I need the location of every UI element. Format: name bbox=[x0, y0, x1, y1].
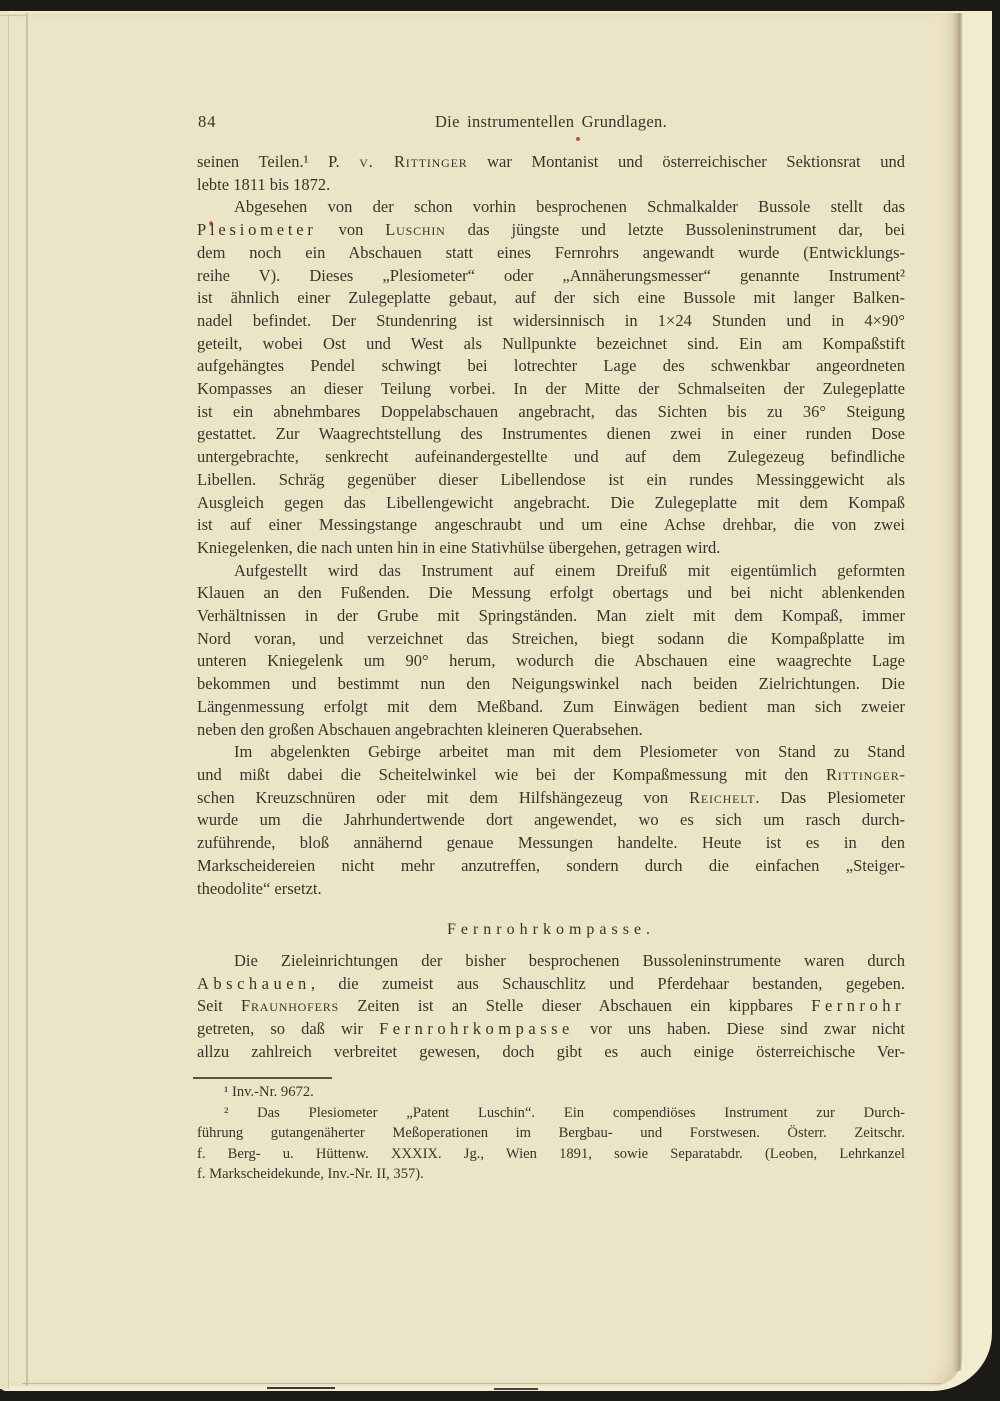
text-line bbox=[197, 378, 905, 401]
body-text-after-heading bbox=[197, 950, 905, 1064]
text-line bbox=[197, 1041, 905, 1064]
text-segment: nadel befindet. Der Stundenring ist widersinnisch in 1×24 Stunden und in 4×90° bbox=[197, 310, 905, 330]
text-segment: getreten, so daß wir bbox=[197, 1019, 380, 1039]
text-segment: lebte 1811 bis 1872. bbox=[197, 174, 331, 194]
text-segment: vor uns haben. Diese sind zwar nicht bbox=[573, 1019, 906, 1039]
text-line bbox=[197, 469, 905, 492]
text-line bbox=[197, 855, 905, 878]
page-gap-shadow bbox=[494, 1388, 538, 1390]
text-line bbox=[197, 537, 905, 560]
text-line bbox=[197, 582, 905, 605]
text-line bbox=[197, 1164, 905, 1185]
text-segment: war Montanist und österreichischer Sektionsrat und bbox=[467, 152, 905, 171]
paragraph bbox=[197, 1082, 905, 1103]
text-segment: Kompasses an dieser Teilung vorbei. In der Mitte der Schmalseiten der Zulegeplatte bbox=[197, 379, 905, 399]
section-heading: Fernrohrkompasse. bbox=[446, 921, 656, 938]
text-segment: reihe V). Dieses „Plesiometer“ oder „Annäherungsmesser“ genannte Instrument² bbox=[197, 265, 905, 285]
text-line bbox=[197, 1123, 905, 1144]
text-line bbox=[197, 560, 905, 583]
text-segment: Zeiten ist an Stelle dieser Abschauen ein kippbares bbox=[339, 996, 812, 1016]
page-fold-crease bbox=[952, 13, 966, 1371]
text-segment: allzu zahlreich verbreitet gewesen, doch gibt es auch einige österreichische Ver- bbox=[197, 1041, 905, 1061]
text-segment: Klauen an den Fußenden. Die Messung erfolgt obertags und bei nicht ablenkenden bbox=[197, 583, 905, 603]
text-segment: dem noch ein Abschauen statt eines Fernrohrs angewandt wurde (Entwicklungs- bbox=[197, 242, 905, 262]
text-segment: ist auf einer Messingstange angeschraubt und um eine Achse drehbar, die von zwei bbox=[197, 515, 905, 535]
text-segment: neben den großen Abschauen angebrachten kleineren Querabsehen. bbox=[197, 719, 643, 739]
footnote-rule bbox=[193, 1077, 332, 1079]
text-line bbox=[197, 973, 905, 996]
text-line bbox=[197, 1082, 905, 1103]
page-edge-line bbox=[0, 15, 27, 16]
text-segment: geteilt, wobei Ost und West als Nullpunkte bezeichnet sind. Ein am Kompaßstift bbox=[197, 333, 905, 353]
paragraph bbox=[197, 151, 905, 196]
paragraph bbox=[197, 196, 905, 559]
text-line bbox=[197, 151, 905, 174]
page-edge-strip bbox=[0, 11, 8, 1389]
text-line bbox=[197, 809, 905, 832]
text-segment: ist ähnlich einer Zulegeplatte gebaut, auf der sich eine Bussole mit langer Balken- bbox=[197, 288, 905, 308]
page-edge-line bbox=[8, 14, 9, 1389]
text-segment: aufgehängtes Pendel schwingt bei lotrechter Lage des schwenkbar angeordneten bbox=[197, 356, 905, 376]
text-line bbox=[197, 265, 905, 288]
text-line bbox=[197, 696, 905, 719]
paragraph bbox=[197, 950, 905, 1064]
text-segment: Libellen. Schräg gegenüber dieser Libellendose ist ein rundes Messinggewicht als bbox=[197, 469, 905, 489]
text-segment: ² Das Plesiometer „Patent Luschin“. Ein compendiöses Instrument zur Durch- bbox=[224, 1104, 905, 1121]
page-number: 84 bbox=[198, 112, 217, 131]
text-segment: Markscheidereien nicht mehr anzutreffen, sondern durch die einfachen „Steiger- bbox=[197, 855, 905, 875]
text-segment: Ausgleich gegen das Libellengewicht angebracht. Die Zulegeplatte mit dem Kompaß bbox=[197, 492, 905, 512]
text-line bbox=[197, 764, 905, 787]
text-line bbox=[197, 423, 905, 446]
text-line bbox=[197, 287, 905, 310]
text-segment: theodolite“ ersetzt. bbox=[197, 878, 322, 898]
text-segment: seinen Teilen.¹ P. bbox=[197, 152, 360, 171]
scan-artifact-dot bbox=[576, 137, 580, 141]
text-line bbox=[197, 310, 905, 333]
paragraph bbox=[197, 560, 905, 742]
letter-spaced-term: Abschauen bbox=[197, 973, 311, 993]
text-segment: . Das Plesiometer bbox=[755, 787, 905, 807]
body-text bbox=[197, 151, 905, 900]
text-segment: das jüngste und letzte Bussoleninstrument dar, bei bbox=[445, 220, 905, 240]
text-line bbox=[197, 1018, 905, 1041]
text-segment: bekommen und bestimmt nun den Neigungswinkel nach beiden Zielrichtungen. Die bbox=[197, 674, 905, 694]
text-segment: führung gutangenäherter Meßoperationen im Bergbau- und Forstwesen. Österr. Zeitschr. bbox=[197, 1125, 905, 1142]
paragraph bbox=[197, 741, 905, 900]
page-edge-line bbox=[22, 1383, 942, 1384]
text-segment: Längenmessung erfolgt mit dem Meßband. Zum Einwägen bedient man sich zweier bbox=[197, 696, 905, 716]
text-line bbox=[197, 242, 905, 265]
text-line bbox=[197, 719, 905, 742]
text-segment: Im abgelenkten Gebirge arbeitet man mit dem Plesiometer von Stand zu Stand bbox=[234, 742, 905, 762]
small-caps-name: Fraunhofers bbox=[241, 996, 340, 1016]
text-segment: ¹ Inv.-Nr. 9672. bbox=[224, 1084, 314, 1100]
small-caps-name: Rittinger bbox=[825, 764, 900, 784]
footnotes bbox=[197, 1082, 905, 1185]
text-segment: f. Berg- u. Hüttenw. XXXIX. Jg., Wien 1891, sowie Separatabdr. (Leoben, Lehrkanzel bbox=[197, 1145, 905, 1162]
text-line bbox=[197, 995, 905, 1018]
text-line bbox=[197, 787, 905, 810]
text-segment: Die Zieleinrichtungen der bisher besprochenen Bussoleninstrumente waren durch bbox=[234, 951, 905, 970]
small-caps-name: Reichelt bbox=[689, 787, 756, 807]
text-line bbox=[197, 1144, 905, 1165]
letter-spaced-term: Plesiometer bbox=[197, 220, 317, 240]
text-segment: f. Markscheidekunde, Inv.-Nr. II, 357). bbox=[197, 1166, 424, 1183]
letter-spaced-term: Fernrohrkompasse bbox=[379, 1019, 574, 1039]
text-line bbox=[197, 832, 905, 855]
text-segment: wurde um die Jahrhundertwende dort angewendet, wo es sich um rasch durch- bbox=[197, 810, 905, 830]
text-segment: und mißt dabei die Scheitelwinkel wie bei der Kompaßmessung mit den bbox=[197, 764, 826, 784]
text-segment: Aufgestellt wird das Instrument auf einem Dreifuß mit eigentümlich geformten bbox=[234, 560, 905, 580]
text-line bbox=[197, 333, 905, 356]
text-segment: - bbox=[899, 764, 905, 784]
small-caps-name: Luschin bbox=[385, 220, 446, 240]
page-edge-line bbox=[26, 13, 28, 1386]
text-line bbox=[197, 628, 905, 651]
text-segment: Seit bbox=[197, 996, 242, 1016]
text-segment: schen Kreuzschnüren oder mit dem Hilfshängezeug von bbox=[197, 787, 690, 807]
text-segment: ist ein abnehmbares Doppelabschauen angebracht, das Sichten bis zu 36° Steigung bbox=[197, 401, 905, 421]
text-segment: gestattet. Zur Waagrechtstellung des Instrumentes dienen zwei in einer runden Dose bbox=[197, 424, 905, 444]
text-line bbox=[197, 401, 905, 424]
text-line bbox=[197, 219, 905, 242]
text-segment: Abgesehen von der schon vorhin besprochenen Schmalkalder Bussole stellt das bbox=[234, 197, 905, 217]
text-segment: zuführende, bloß annähernd genaue Messungen handelte. Heute ist es in den bbox=[197, 833, 905, 853]
text-line bbox=[197, 950, 905, 973]
text-segment: unteren Kniegelenk um 90° herum, wodurch die Abschauen eine waagrechte Lage bbox=[197, 651, 905, 671]
text-segment: , die zumeist aus Schauschlitz und Pferdehaar bestanden, gegeben. bbox=[310, 973, 905, 993]
text-line bbox=[197, 196, 905, 219]
small-caps-name: v. Rittinger bbox=[359, 152, 468, 171]
text-segment: Nord voran, und verzeichnet das Streichen, biegt sodann die Kompaßplatte im bbox=[197, 628, 905, 648]
text-line bbox=[197, 174, 905, 197]
page-gap-shadow bbox=[267, 1387, 335, 1389]
running-header bbox=[197, 112, 905, 136]
text-segment: Kniegelenken, die nach unten hin in eine Stativhülse übergehen, getragen wird. bbox=[197, 537, 721, 557]
text-line bbox=[197, 878, 905, 901]
running-title: Die instrumentellen Grundlagen. bbox=[434, 112, 668, 131]
text-line bbox=[197, 514, 905, 537]
paragraph bbox=[197, 1103, 905, 1185]
text-line bbox=[197, 673, 905, 696]
text-line bbox=[197, 446, 905, 469]
text-segment: Verhältnissen in der Grube mit Springständen. Man zielt mit dem Kompaß, immer bbox=[197, 606, 905, 626]
text-line bbox=[197, 650, 905, 673]
text-line bbox=[197, 605, 905, 628]
text-line bbox=[197, 355, 905, 378]
text-line bbox=[197, 492, 905, 515]
text-line bbox=[197, 741, 905, 764]
text-line bbox=[197, 1103, 905, 1124]
text-segment: untergebrachte, senkrecht aufeinandergestellte und auf dem Zulegezeug befindliche bbox=[197, 447, 905, 467]
text-segment: von bbox=[316, 220, 386, 240]
letter-spaced-term: Fernrohr bbox=[811, 996, 905, 1016]
